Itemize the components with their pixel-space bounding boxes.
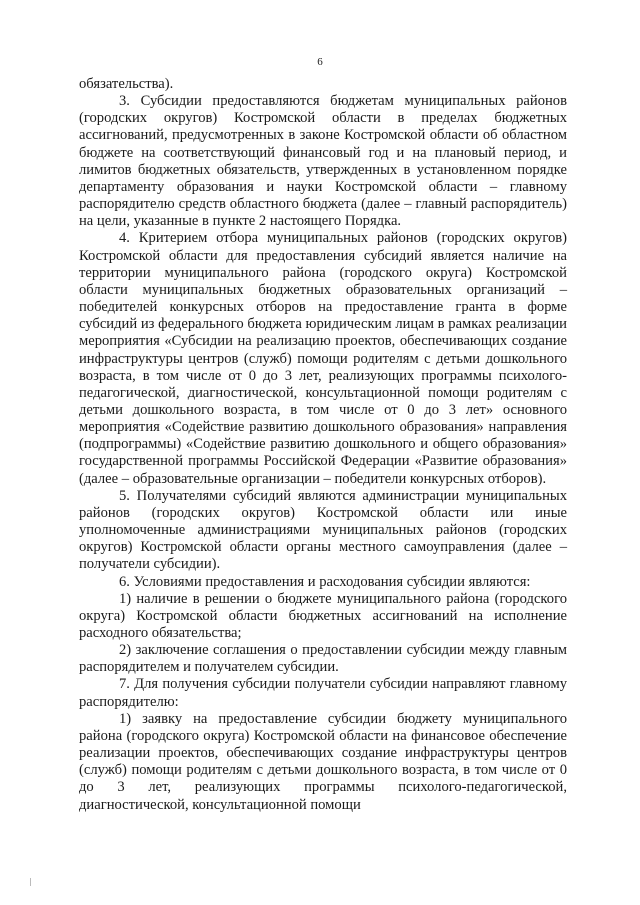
document-body (79, 76, 567, 814)
scan-mark (30, 878, 31, 886)
paragraph-3: 3. Субсидии предоставляются бюджетам муниципальных районов (городских округов) Костромской области в пределах бюджетных ассигнований, предусмотренных в законе Костромской области об областном бюджете на соответствующий финансовый год и на плановый период, и лимитов бюджетных обязательств, утвержденных в установленном порядке департаменту образования и науки Костромской области – главному распорядителю средств областного бюджета (далее – главный распорядитель) на цели, указанные в пункте 2 настоящего Порядка. (79, 93, 567, 230)
page-number: 6 (317, 56, 323, 68)
paragraph-7-item-1: 1) заявку на предоставление субсидии бюджету муниципального района (городского округа) Костромской области на финансовое обеспечение реализации проектов, обеспечивающих создание инфраструктуры центров (служб) помощи родителям с детьми дошкольного возраста, в том числе от 0 до 3 лет, реализующих программы психолого-педагогической, диагностической, консультационной помощи (79, 710, 567, 813)
paragraph-6-item-2: 2) заключение соглашения о предоставлении субсидии между главным распорядителем и получателем субсидии. (79, 642, 567, 676)
paragraph-6: 6. Условиями предоставления и расходования субсидии являются: (119, 573, 531, 590)
paragraph-4: 4. Критерием отбора муниципальных районов (городских округов) Костромской области для предоставления субсидий является наличие на территории муниципального района (городского округа) Костромской области муниципальных бюджетных образовательных организаций – победителей конкурсных отборов на предоставление гранта в форме субсидий из федерального бюджета юридическим лицам в рамках реализации мероприятия «Субсидии на реализацию проектов, обеспечивающих создание инфраструктуры центров (служб) помощи родителям с детьми дошкольного возраста, в том числе от 0 до 3 лет, реализующих программы психолого-педагогической, диагностической, консультационной помощи родителям с детьми дошкольного возраста, в том числе от 0 до 3 лет» основного мероприятия «Содействие развитию дошкольного образования» направления (подпрограммы) «Содействие развитию дошкольного и общего образования» государственной программы Российской Федерации «Развитие образования» (далее – образовательные организации – победители конкурсных отборов). (79, 230, 567, 487)
paragraph-6-item-1: 1) наличие в решении о бюджете муниципального района (городского округа) Костромской области бюджетных ассигнований на исполнение расходного обязательства; (79, 590, 567, 641)
paragraph-7: 7. Для получения субсидии получатели субсидии направляют главному распорядителю: (79, 676, 567, 710)
paragraph-5: 5. Получателями субсидий являются администрации муниципальных районов (городских округов) Костромской области или иные уполномоченные администрациями муниципальных районов (городских округов) Костромской области органы местного самоуправления (далее – получатели субсидии). (79, 487, 567, 573)
paragraph-continuation: обязательства). (79, 76, 174, 92)
